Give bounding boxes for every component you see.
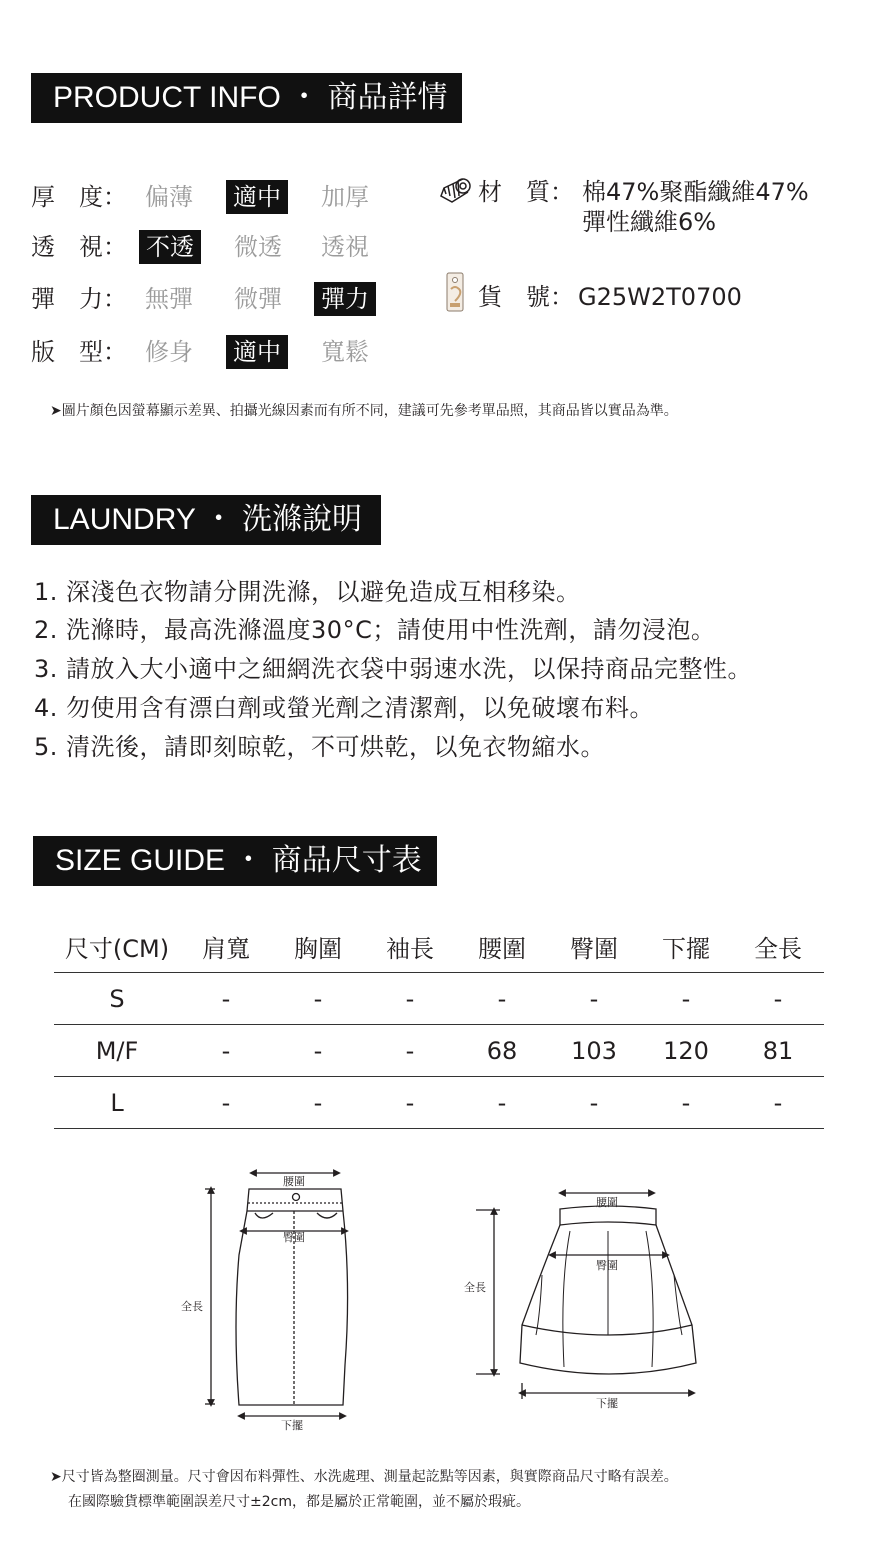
length-label: 全長 <box>181 1300 203 1313</box>
elasticity-option-stretch: 彈力 <box>314 282 376 316</box>
length-label: 全長 <box>464 1281 486 1294</box>
hem-label: 下擺 <box>281 1419 303 1432</box>
header-shoulder: 肩寬 <box>180 920 272 973</box>
product-info-banner: PRODUCT INFO ・ 商品詳情 <box>31 73 462 123</box>
laundry-item: 1. 深淺色衣物請分開洗滌，以避免造成互相移染。 <box>34 578 581 606</box>
header-sleeve: 袖長 <box>364 920 456 973</box>
size-table <box>54 920 824 1129</box>
table-row <box>54 973 824 1025</box>
cell: - <box>364 1077 456 1129</box>
header-chest: 胸圍 <box>272 920 364 973</box>
transparency-option-slight: 微透 <box>234 233 282 261</box>
waist-label: 腰圍 <box>596 1196 618 1209</box>
cell: - <box>272 1025 364 1077</box>
cell: L <box>54 1077 180 1129</box>
hip-label: 臀圍 <box>283 1231 305 1244</box>
fit-option-regular: 適中 <box>226 335 288 369</box>
cell: - <box>640 1077 732 1129</box>
cell: - <box>180 1025 272 1077</box>
cell: M/F <box>54 1025 180 1077</box>
sku-value: G25W2T0700 <box>578 283 742 311</box>
fit-option-loose: 寬鬆 <box>321 338 369 366</box>
material-line-1: 棉47%聚酯纖維47% <box>582 178 809 206</box>
size-disclaimer-line-1: ➤尺寸皆為整圈測量。尺寸會因布料彈性、水洗處理、測量起訖點等因素，與實際商品尺寸略有誤差。 <box>50 1469 678 1485</box>
transparency-option-sheer: 透視 <box>321 233 369 261</box>
fabric-roll-icon <box>438 176 474 206</box>
header-waist: 腰圍 <box>456 920 548 973</box>
header-hem: 下擺 <box>640 920 732 973</box>
laundry-banner: LAUNDRY ・ 洗滌說明 <box>31 495 381 545</box>
cell: - <box>272 1077 364 1129</box>
a-line-skirt-diagram <box>460 1185 705 1415</box>
tag-icon <box>444 271 468 313</box>
cell: S <box>54 973 180 1025</box>
table-row <box>54 1025 824 1077</box>
color-disclaimer: ➤圖片顏色因螢幕顯示差異、拍攝光線因素而有所不同，建議可先參考單品照，其商品皆以實品為準。 <box>50 403 678 419</box>
elasticity-option-none: 無彈 <box>145 285 193 313</box>
cell: - <box>180 973 272 1025</box>
fit-option-slim: 修身 <box>145 338 193 366</box>
size-table-header <box>54 920 824 973</box>
cell: - <box>548 973 640 1025</box>
sku-label: 貨 號： <box>478 283 574 311</box>
cell: - <box>640 973 732 1025</box>
laundry-item: 5. 清洗後，請即刻晾乾，不可烘乾，以免衣物縮水。 <box>34 733 606 761</box>
header-hip: 臀圍 <box>548 920 640 973</box>
waist-label: 腰圍 <box>283 1175 305 1188</box>
elasticity-option-slight: 微彈 <box>234 285 282 313</box>
cell: - <box>732 973 824 1025</box>
transparency-label: 透 視： <box>31 233 127 261</box>
header-length: 全長 <box>732 920 824 973</box>
material-line-2: 彈性纖維6% <box>582 208 717 236</box>
laundry-item: 3. 請放入大小適中之細網洗衣袋中弱速水洗，以保持商品完整性。 <box>34 655 753 683</box>
cell: - <box>456 973 548 1025</box>
cell: - <box>364 1025 456 1077</box>
cell: 120 <box>640 1025 732 1077</box>
cell: 68 <box>456 1025 548 1077</box>
transparency-option-opaque: 不透 <box>139 230 201 264</box>
hip-label: 臀圍 <box>596 1259 618 1272</box>
cell: - <box>548 1077 640 1129</box>
fit-label: 版 型： <box>31 338 127 366</box>
elasticity-label: 彈 力： <box>31 285 127 313</box>
cell: - <box>732 1077 824 1129</box>
material-label: 材 質： <box>478 178 574 206</box>
hem-label: 下擺 <box>596 1397 618 1410</box>
header-size: 尺寸(CM) <box>54 920 180 973</box>
thickness-option-thin: 偏薄 <box>145 183 193 211</box>
cell: 103 <box>548 1025 640 1077</box>
table-row <box>54 1077 824 1129</box>
cell: 81 <box>732 1025 824 1077</box>
cell: - <box>272 973 364 1025</box>
pencil-skirt-diagram <box>175 1165 365 1435</box>
laundry-item: 4. 勿使用含有漂白劑或螢光劑之清潔劑，以免破壞布料。 <box>34 694 655 722</box>
thickness-label: 厚 度： <box>31 183 127 211</box>
cell: - <box>364 973 456 1025</box>
size-guide-banner: SIZE GUIDE ・ 商品尺寸表 <box>33 836 437 886</box>
cell: - <box>456 1077 548 1129</box>
size-disclaimer-line-2: 在國際驗貨標準範圍誤差尺寸±2cm，都是屬於正常範圍，並不屬於瑕疵。 <box>68 1494 530 1510</box>
cell: - <box>180 1077 272 1129</box>
thickness-option-thick: 加厚 <box>321 183 369 211</box>
laundry-item: 2. 洗滌時，最高洗滌溫度30°C；請使用中性洗劑，請勿浸泡。 <box>34 616 716 644</box>
thickness-option-medium: 適中 <box>226 180 288 214</box>
